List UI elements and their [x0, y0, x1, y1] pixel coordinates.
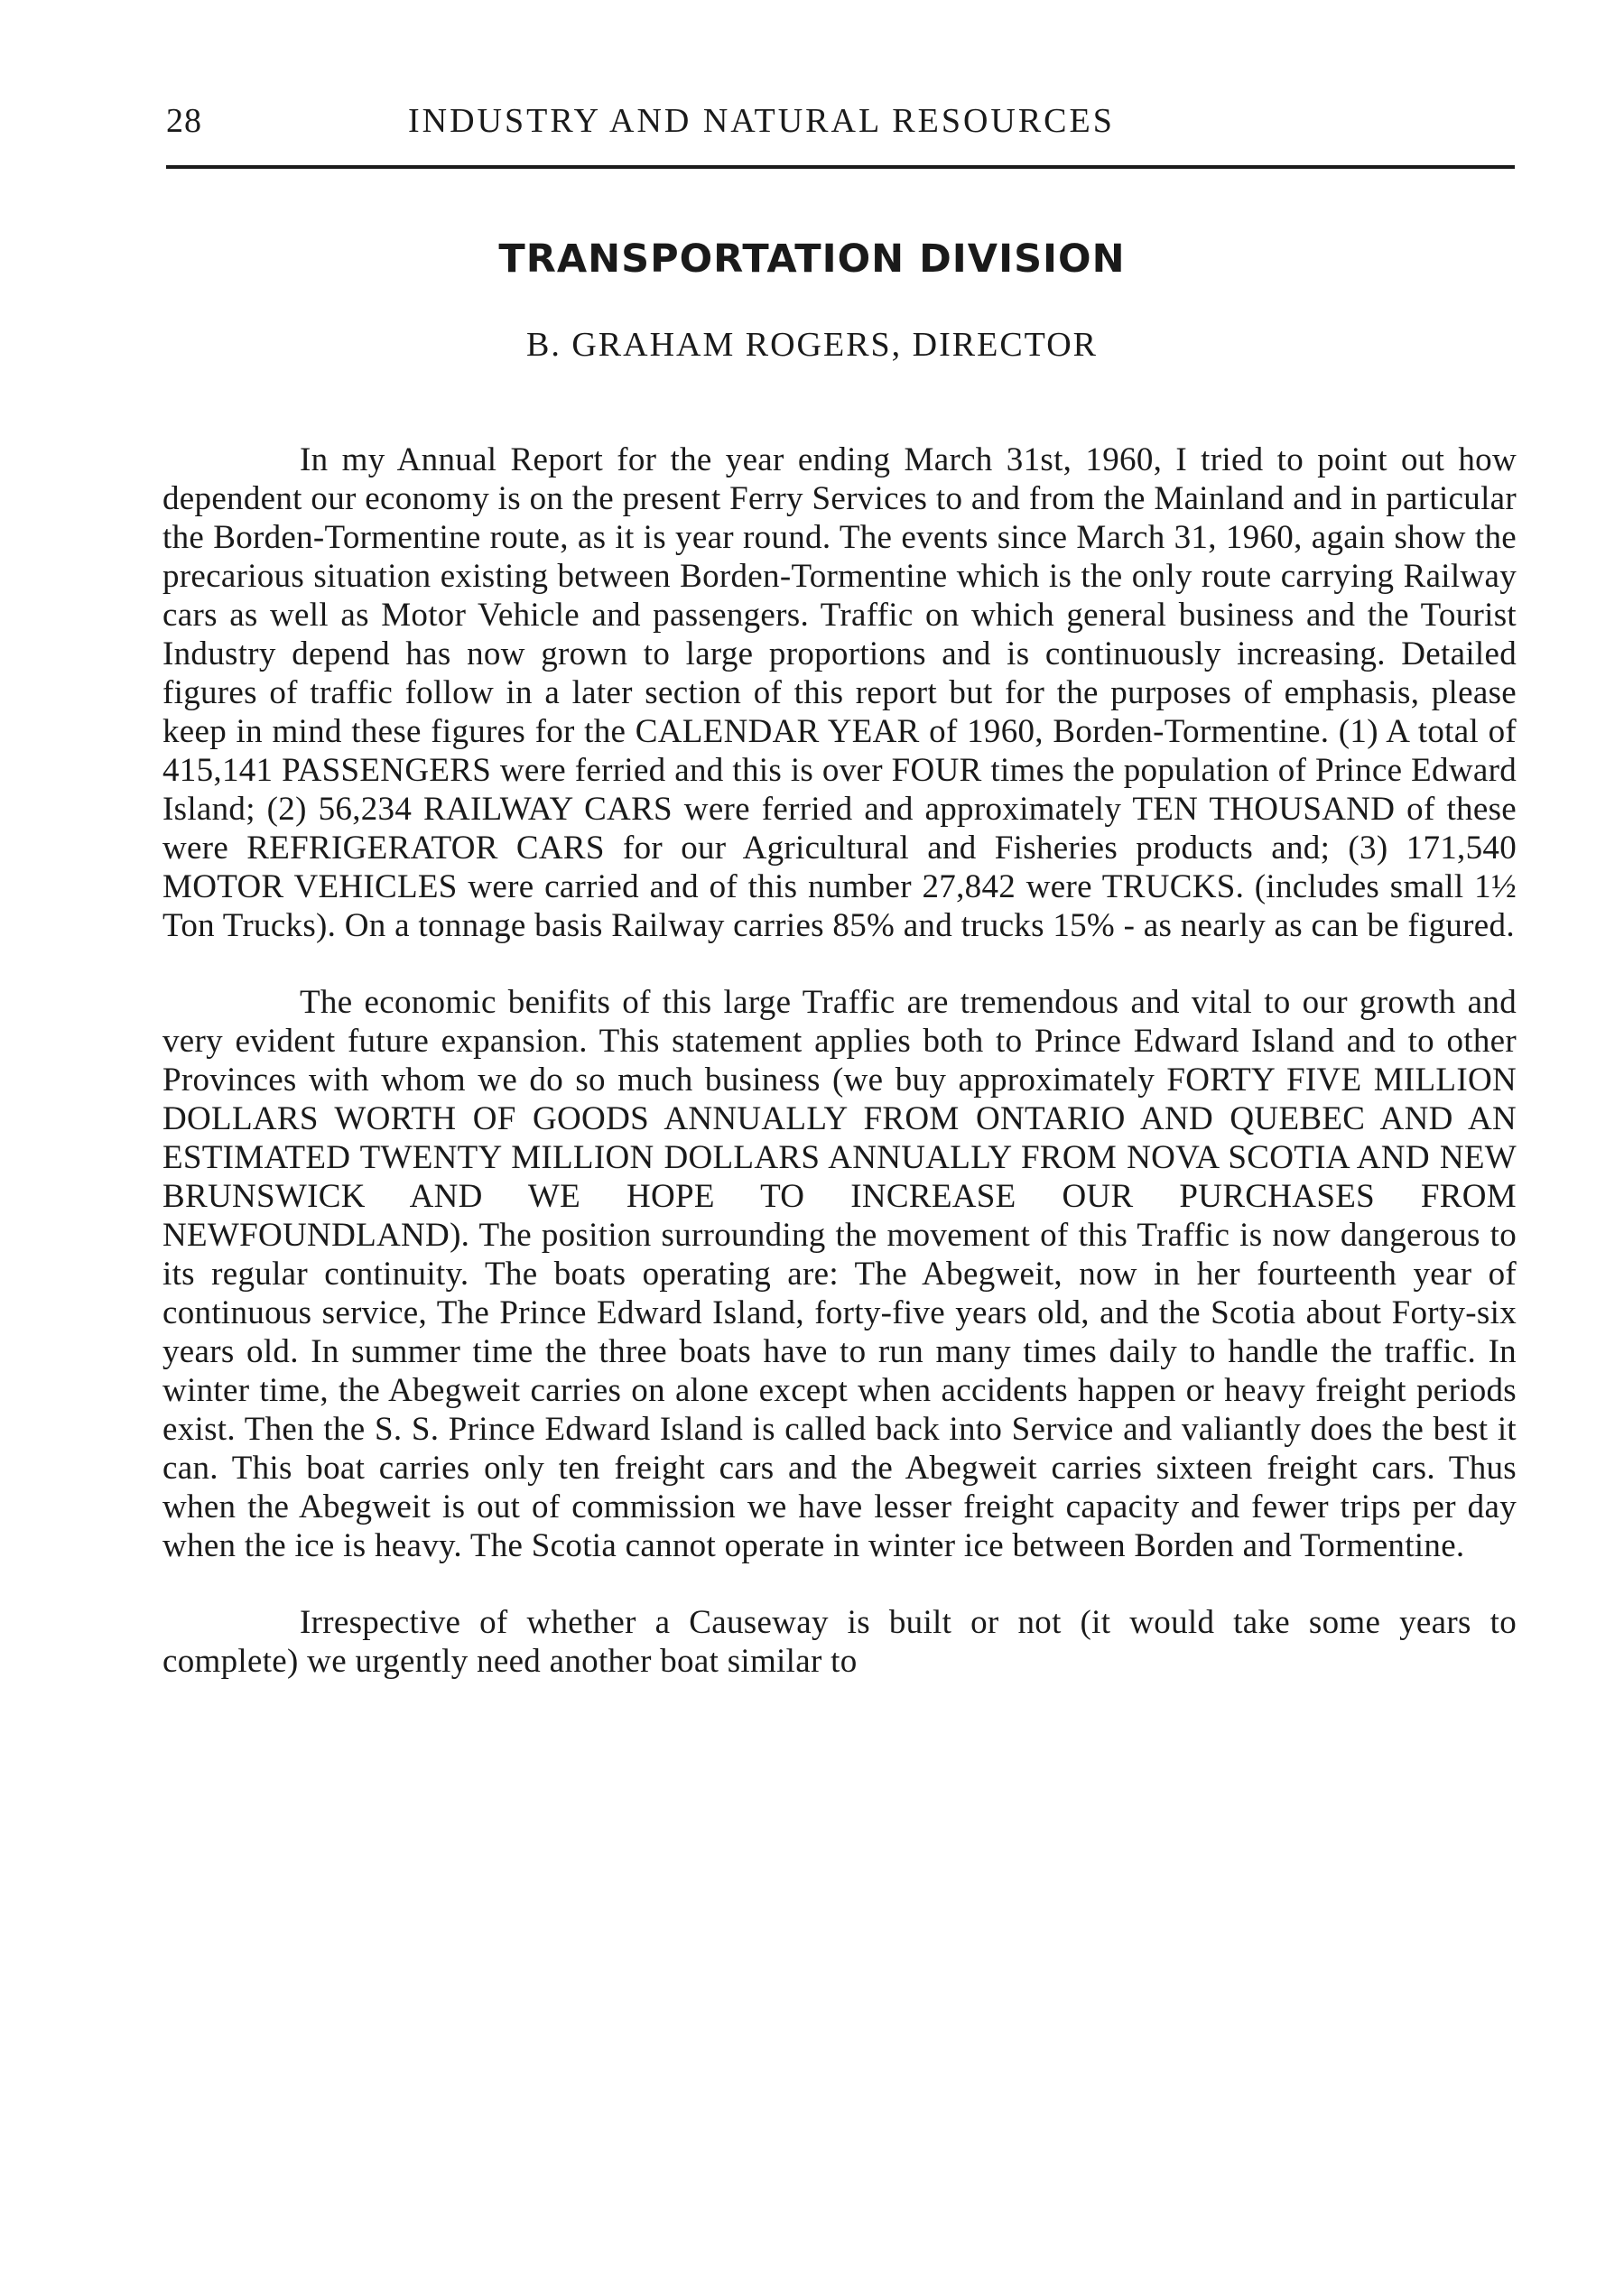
paragraph: The economic benifits of this large Traffic are tremendous and vital to our growth and very evident future expansion. This statement applies both to Prince Edward Island and to other Provinces with whom we do so much business (we buy approximately FORTY FIVE MILLION DOLLARS WORTH OF GOODS ANNUALLY FROM ONTARIO AND QUEBEC AND AN ESTIMATED TWENTY MILLION DOLLARS ANNUALLY FROM NOVA SCOTIA AND NEW BRUNSWICK AND WE HOPE TO INCREASE OUR PURCHASES FROM NEWFOUNDLAND). The position surrounding the movement of this Traffic is now dangerous to its regular continuity. The boats operating are: The Abegweit, now in her fourteenth year of continuous service, The Prince Edward Island, forty-five years old, and the Scotia about Forty-six years old. In summer time the three boats have to run many times daily to handle the traffic. In winter time, the Abegweit carries on alone except when accidents happen or heavy freight periods exist. Then the S. S. Prince Edward Island is called back into Service and valiantly does the best it can. This boat carries only ten freight cars and the Abegweit carries sixteen freight cars. Thus when the Abegweit is out of commission we have lesser freight capacity and fewer trips per day when the ice is heavy. The Scotia cannot operate in winter ice between Borden and Tormentine.: [162, 984, 1517, 1564]
page-header: [166, 101, 1515, 155]
director-byline: B. GRAHAM ROGERS, DIRECTOR: [526, 326, 1098, 364]
page-number: 28: [166, 102, 202, 140]
running-head: INDUSTRY AND NATURAL RESOURCES: [408, 102, 1115, 140]
paragraph: In my Annual Report for the year ending March 31st, 1960, I tried to point out how dependent our economy is on the present Ferry Services to and from the Mainland and in particular the Borden-Tormentine route, as it is year round. The events since March 31, 1960, again show the precarious situation existing between Borden-Tormentine which is the only route carrying Railway cars as well as Motor Vehicle and passengers. Traffic on which general business and the Tourist Industry depend has now grown to large proportions and is continuously increasing. Detailed figures of traffic follow in a later section of this report but for the purposes of emphasis, please keep in mind these figures for the CALENDAR YEAR of 1960, Borden-Tormentine. (1) A total of 415,141 PASSENGERS were ferried and this is over FOUR times the population of Prince Edward Island; (2) 56,234 RAILWAY CARS were ferried and approximately TEN THOUSAND of these were REFRIGERATOR CARS for our Agricultural and Fisheries products and; (3) 171,540 MOTOR VEHICLES were carried and of this number 27,842 were TRUCKS. (includes small 1½ Ton Trucks). On a tonnage basis Railway carries 85% and trucks 15% - as nearly as can be figured.: [162, 441, 1517, 944]
body-text: [162, 440, 1517, 1719]
paragraph: Irrespective of whether a Causeway is built or not (it would take some years to complete) we urgently need another boat similar to: [162, 1604, 1517, 1680]
section-title: TRANSPORTATION DIVISION: [498, 236, 1126, 282]
header-rule: [166, 165, 1515, 169]
